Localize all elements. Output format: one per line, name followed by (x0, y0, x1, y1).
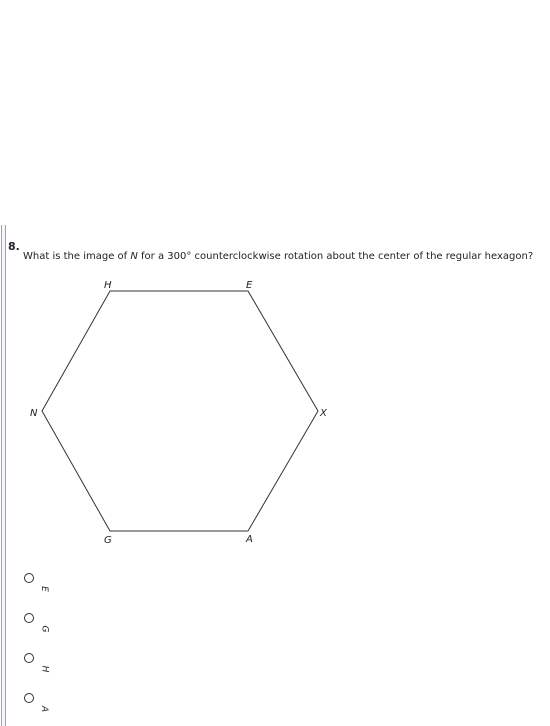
hexagon-outline (42, 291, 318, 531)
vertex-label-a: A (246, 534, 253, 545)
answer-choice-2[interactable] (22, 613, 102, 643)
question-number: 8. (8, 240, 20, 253)
choice-label: H (39, 665, 50, 673)
vertex-label-e: E (246, 280, 253, 291)
question-text-end: for a 300° counterclockwise rotation about the center of the regular hexagon? (137, 251, 534, 262)
vertex-label-x: X (320, 408, 327, 419)
vertex-label-g: G (104, 535, 112, 546)
choice-label: E (38, 586, 49, 592)
answer-choice-1[interactable] (22, 573, 102, 603)
question-text (23, 251, 533, 262)
vertex-label-n: N (30, 408, 38, 419)
radio-button[interactable] (24, 653, 34, 663)
question-text-start: What is the image of (23, 251, 131, 262)
answer-choice-3[interactable] (22, 653, 102, 683)
answer-choice-4[interactable] (22, 693, 102, 723)
choice-label: A (39, 705, 50, 713)
choice-label: G (39, 625, 50, 633)
radio-button[interactable] (24, 613, 34, 623)
vertex-label-h: H (104, 280, 112, 291)
radio-button[interactable] (24, 693, 34, 703)
question-variable: N (130, 251, 138, 262)
hexagon-figure (0, 270, 550, 550)
radio-button[interactable] (24, 573, 34, 583)
